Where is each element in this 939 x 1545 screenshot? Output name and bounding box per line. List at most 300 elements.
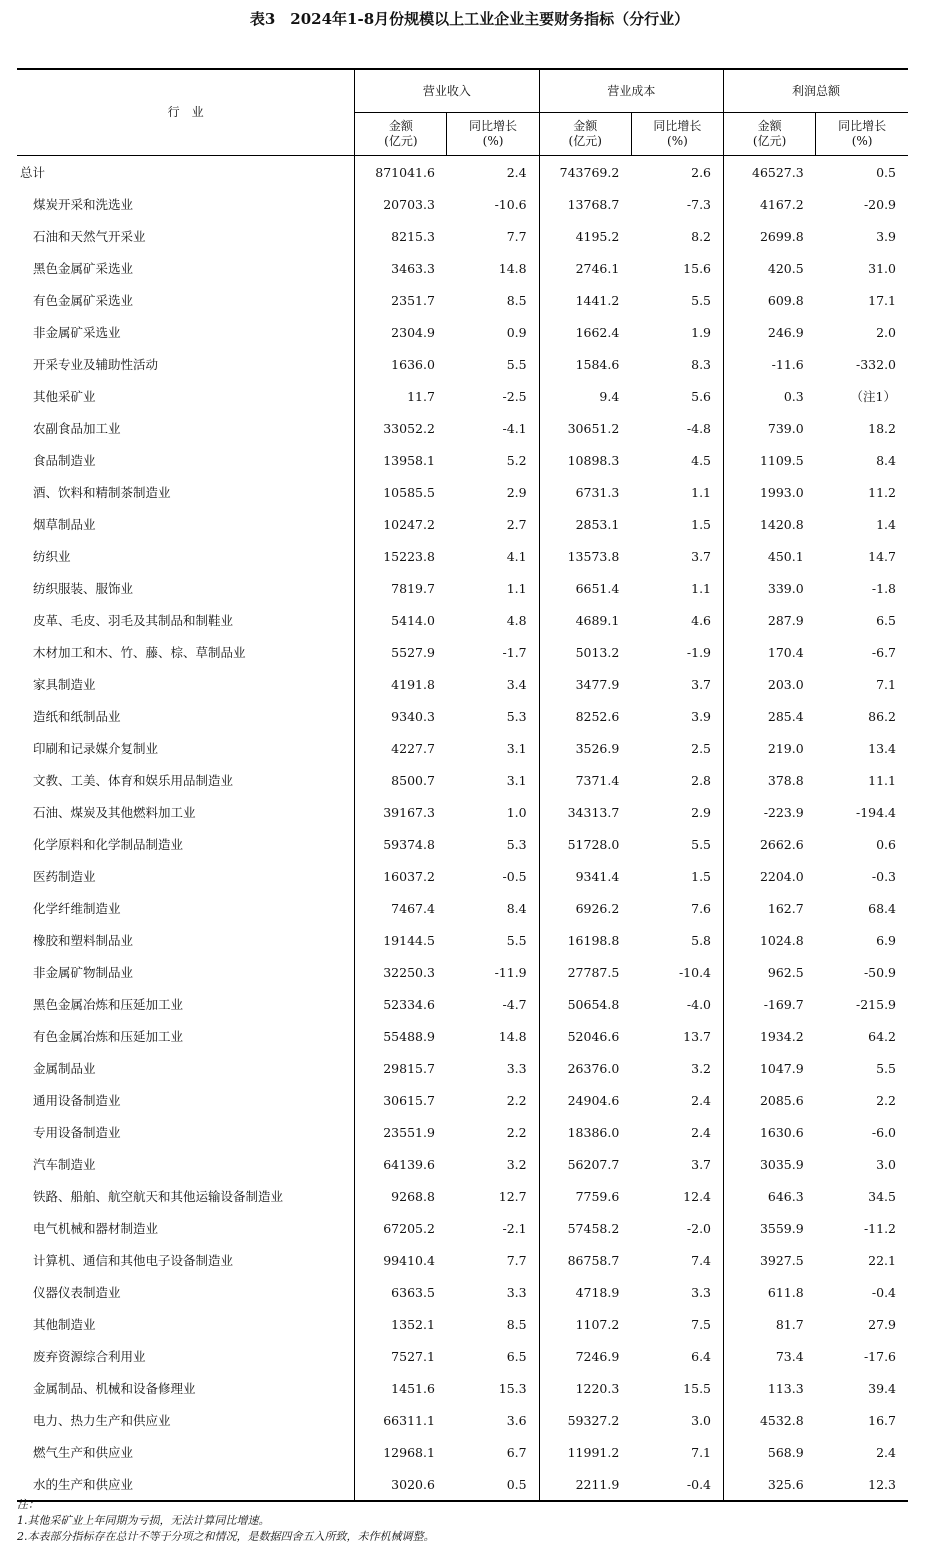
cost-growth: 1.1	[631, 476, 723, 508]
profit-growth: （注1）	[850, 389, 896, 404]
cost-amount: 3526.9	[575, 740, 620, 756]
revenue-amount: 871041.6	[375, 164, 435, 180]
revenue-growth: 5.3	[447, 828, 539, 860]
revenue-growth: 2.2	[447, 1116, 539, 1148]
cost-growth: 8.3	[631, 348, 723, 380]
profit-amount: 611.8	[767, 1284, 804, 1300]
revenue-header: 营业收入	[355, 69, 539, 113]
revenue-amount: 30615.7	[383, 1092, 435, 1108]
table-row	[17, 476, 908, 508]
cost-growth: -2.0	[631, 1212, 723, 1244]
industry-name: 橡胶和塑料制品业	[17, 924, 355, 956]
profit-growth: 6.9	[876, 932, 896, 948]
cost-amount: 27787.5	[567, 964, 620, 980]
table-row	[17, 1212, 908, 1244]
revenue-amount: 59374.8	[383, 836, 435, 852]
profit-amount: 1420.8	[759, 516, 804, 532]
revenue-growth: 0.9	[447, 316, 539, 348]
cost-growth-header: 同比增长 (%)	[631, 113, 723, 156]
revenue-growth: -2.5	[447, 380, 539, 412]
table-row	[17, 828, 908, 860]
cost-header: 营业成本	[539, 69, 723, 113]
profit-amount: -11.6	[771, 356, 804, 372]
industry-name: 电气机械和器材制造业	[17, 1212, 355, 1244]
table-row	[17, 668, 908, 700]
cost-growth: 3.3	[631, 1276, 723, 1308]
revenue-growth: -1.7	[447, 636, 539, 668]
profit-growth: 0.5	[876, 164, 896, 180]
profit-amount: 170.4	[767, 644, 804, 660]
cost-amount: 9.4	[599, 388, 620, 404]
industry-name: 石油、煤炭及其他燃料加工业	[17, 796, 355, 828]
cost-amount: 13768.7	[567, 196, 620, 212]
table-row	[17, 988, 908, 1020]
profit-growth: 11.2	[868, 484, 896, 500]
table-row	[17, 1244, 908, 1276]
profit-amount: -223.9	[763, 804, 804, 820]
revenue-growth: 5.3	[447, 700, 539, 732]
profit-growth: 6.5	[876, 612, 896, 628]
profit-amount-header: 金额 (亿元)	[724, 113, 816, 156]
revenue-amount-header: 金额 (亿元)	[355, 113, 447, 156]
profit-growth: 17.1	[868, 292, 896, 308]
profit-amount: 4532.8	[759, 1412, 804, 1428]
notes-label: 注：	[17, 1498, 39, 1511]
industry-name: 铁路、船舶、航空航天和其他运输设备制造业	[17, 1180, 355, 1212]
cost-amount: 743769.2	[559, 164, 620, 180]
profit-amount: 609.8	[767, 292, 804, 308]
profit-growth: -0.4	[871, 1284, 896, 1300]
profit-amount: 219.0	[767, 740, 804, 756]
profit-growth: 8.4	[876, 452, 896, 468]
profit-amount: 203.0	[767, 676, 804, 692]
table-row	[17, 956, 908, 988]
industry-name: 电力、热力生产和供应业	[17, 1404, 355, 1436]
revenue-amount: 11.7	[407, 388, 435, 404]
cost-amount: 7246.9	[575, 1348, 620, 1364]
profit-growth-header: 同比增长 (%)	[816, 113, 908, 156]
industry-name: 化学原料和化学制品制造业	[17, 828, 355, 860]
table-row	[17, 860, 908, 892]
profit-growth: -194.4	[855, 804, 896, 820]
cost-growth: -1.9	[631, 636, 723, 668]
cost-growth: 3.7	[631, 540, 723, 572]
profit-growth: 18.2	[868, 420, 896, 436]
industry-name: 食品制造业	[17, 444, 355, 476]
revenue-amount: 1352.1	[391, 1316, 435, 1332]
profit-amount: 3559.9	[759, 1220, 804, 1236]
profit-growth: -1.8	[871, 580, 896, 596]
industry-name: 黑色金属冶炼和压延加工业	[17, 988, 355, 1020]
revenue-amount: 67205.2	[383, 1220, 435, 1236]
profit-growth: 14.7	[868, 548, 896, 564]
table-row	[17, 572, 908, 604]
revenue-growth: 15.3	[447, 1372, 539, 1404]
cost-growth: 8.2	[631, 220, 723, 252]
revenue-amount: 9340.3	[391, 708, 435, 724]
cost-amount: 3477.9	[575, 676, 620, 692]
industry-name: 金属制品业	[17, 1052, 355, 1084]
profit-growth: 39.4	[868, 1380, 896, 1396]
cost-growth: 2.9	[631, 796, 723, 828]
cost-amount: 6651.4	[575, 580, 620, 596]
profit-growth: -6.0	[871, 1124, 896, 1140]
revenue-growth: 12.7	[447, 1180, 539, 1212]
profit-growth: -20.9	[863, 196, 896, 212]
cost-amount: 51728.0	[567, 836, 620, 852]
profit-growth: 0.6	[876, 836, 896, 852]
cost-growth: 12.4	[631, 1180, 723, 1212]
revenue-amount: 2304.9	[391, 324, 435, 340]
profit-amount: 739.0	[767, 420, 804, 436]
table-row	[17, 284, 908, 316]
revenue-growth: 14.8	[447, 1020, 539, 1052]
cost-amount: 57458.2	[567, 1220, 620, 1236]
revenue-growth: 2.9	[447, 476, 539, 508]
profit-amount: 81.7	[775, 1316, 804, 1332]
cost-growth: 1.1	[631, 572, 723, 604]
revenue-amount: 55488.9	[383, 1028, 435, 1044]
table-row	[17, 604, 908, 636]
profit-amount: 2085.6	[759, 1092, 804, 1108]
profit-amount: 1047.9	[759, 1060, 804, 1076]
profit-growth: 5.5	[876, 1060, 896, 1076]
profit-amount: 3927.5	[759, 1252, 804, 1268]
cost-amount: 1441.2	[575, 292, 620, 308]
table-row	[17, 636, 908, 668]
industry-name: 水的生产和供应业	[17, 1468, 355, 1501]
financial-indicators-table	[17, 68, 908, 1502]
revenue-amount: 4191.8	[391, 676, 435, 692]
cost-growth: -7.3	[631, 188, 723, 220]
table-row	[17, 444, 908, 476]
industry-name: 农副食品加工业	[17, 412, 355, 444]
cost-amount: 1584.6	[575, 356, 620, 372]
revenue-growth: 5.2	[447, 444, 539, 476]
industry-name: 煤炭开采和洗选业	[17, 188, 355, 220]
industry-name: 汽车制造业	[17, 1148, 355, 1180]
cost-amount: 7371.4	[575, 772, 620, 788]
revenue-amount: 7527.1	[391, 1348, 435, 1364]
table-row	[17, 316, 908, 348]
revenue-growth: -0.5	[447, 860, 539, 892]
profit-amount: 2204.0	[759, 868, 804, 884]
revenue-amount: 15223.8	[383, 548, 435, 564]
revenue-growth: 1.1	[447, 572, 539, 604]
revenue-growth: 8.4	[447, 892, 539, 924]
cost-amount: 7759.6	[575, 1188, 620, 1204]
profit-amount: 2699.8	[759, 228, 804, 244]
cost-amount: 86758.7	[567, 1252, 620, 1268]
profit-amount: 0.3	[783, 388, 804, 404]
revenue-growth: 7.7	[447, 220, 539, 252]
profit-amount: 246.9	[767, 324, 804, 340]
table-title: 表3 2024年1-8月份规模以上工业企业主要财务指标（分行业）	[249, 10, 690, 28]
revenue-amount: 19144.5	[383, 932, 435, 948]
industry-name: 化学纤维制造业	[17, 892, 355, 924]
industry-name: 废弃资源综合利用业	[17, 1340, 355, 1372]
cost-growth: 2.8	[631, 764, 723, 796]
cost-amount: 16198.8	[567, 932, 620, 948]
revenue-amount: 7819.7	[391, 580, 435, 596]
profit-growth: 34.5	[868, 1188, 896, 1204]
profit-amount: 1934.2	[759, 1028, 804, 1044]
profit-amount: 4167.2	[759, 196, 804, 212]
cost-growth: 3.0	[631, 1404, 723, 1436]
notes	[17, 1497, 435, 1545]
cost-growth: 7.4	[631, 1244, 723, 1276]
cost-amount: 4718.9	[575, 1284, 620, 1300]
revenue-growth: -10.6	[447, 188, 539, 220]
profit-growth: 13.4	[868, 740, 896, 756]
note-1: 1.其他采矿业上年同期为亏损，无法计算同比增速。	[17, 1514, 270, 1527]
revenue-amount: 4227.7	[391, 740, 435, 756]
industry-name: 造纸和纸制品业	[17, 700, 355, 732]
profit-amount: 287.9	[767, 612, 804, 628]
note-2: 2.本表部分指标存在总计不等于分项之和情况，是数据四舍五入所致，未作机械调整。	[17, 1530, 435, 1543]
revenue-amount: 66311.1	[383, 1412, 435, 1428]
industry-name: 印刷和记录媒介复制业	[17, 732, 355, 764]
cost-amount: 34313.7	[567, 804, 620, 820]
revenue-growth-header: 同比增长 (%)	[447, 113, 539, 156]
cost-growth: 3.2	[631, 1052, 723, 1084]
revenue-growth: -2.1	[447, 1212, 539, 1244]
revenue-amount: 10247.2	[383, 516, 435, 532]
cost-amount: 4689.1	[575, 612, 620, 628]
table-row	[17, 1148, 908, 1180]
cost-growth: 13.7	[631, 1020, 723, 1052]
table-row	[17, 1180, 908, 1212]
industry-name: 黑色金属矿采选业	[17, 252, 355, 284]
cost-growth: -10.4	[631, 956, 723, 988]
cost-amount: 11991.2	[567, 1444, 620, 1460]
table-row	[17, 1340, 908, 1372]
revenue-growth: 14.8	[447, 252, 539, 284]
cost-amount: 1662.4	[575, 324, 620, 340]
industry-name: 石油和天然气开采业	[17, 220, 355, 252]
profit-growth: 3.9	[876, 228, 896, 244]
profit-amount: 113.3	[767, 1380, 804, 1396]
profit-amount: 162.7	[767, 900, 804, 916]
cost-growth: 1.9	[631, 316, 723, 348]
table-row	[17, 1436, 908, 1468]
table-row	[17, 412, 908, 444]
industry-name: 家具制造业	[17, 668, 355, 700]
table-row	[17, 1020, 908, 1052]
cost-growth: 4.5	[631, 444, 723, 476]
industry-name: 仪器仪表制造业	[17, 1276, 355, 1308]
revenue-amount: 7467.4	[391, 900, 435, 916]
table-row	[17, 924, 908, 956]
table-row	[17, 1116, 908, 1148]
cost-amount: 56207.7	[567, 1156, 620, 1172]
cost-growth: 7.6	[631, 892, 723, 924]
table-row	[17, 380, 908, 412]
profit-amount: 1630.6	[759, 1124, 804, 1140]
industry-name: 纺织业	[17, 540, 355, 572]
revenue-amount: 64139.6	[383, 1156, 435, 1172]
profit-growth: -50.9	[863, 964, 896, 980]
profit-amount: 285.4	[767, 708, 804, 724]
cost-growth: 2.5	[631, 732, 723, 764]
revenue-amount: 10585.5	[383, 484, 435, 500]
revenue-growth: 3.1	[447, 764, 539, 796]
cost-growth: 1.5	[631, 508, 723, 540]
profit-growth: 2.4	[876, 1444, 896, 1460]
cost-growth: -4.8	[631, 412, 723, 444]
industry-name: 开采专业及辅助性活动	[17, 348, 355, 380]
table-row	[17, 732, 908, 764]
profit-amount: 378.8	[767, 772, 804, 788]
profit-growth: 1.4	[876, 516, 896, 532]
revenue-amount: 20703.3	[383, 196, 435, 212]
cost-amount: 6926.2	[575, 900, 620, 916]
cost-amount: 10898.3	[567, 452, 620, 468]
industry-name: 有色金属矿采选业	[17, 284, 355, 316]
revenue-amount: 8215.3	[391, 228, 435, 244]
revenue-amount: 32250.3	[383, 964, 435, 980]
table-row	[17, 1084, 908, 1116]
table-row	[17, 252, 908, 284]
industry-name: 烟草制品业	[17, 508, 355, 540]
profit-growth: 68.4	[868, 900, 896, 916]
revenue-growth: -4.1	[447, 412, 539, 444]
industry-name: 文教、工美、体育和娱乐用品制造业	[17, 764, 355, 796]
revenue-growth: 5.5	[447, 924, 539, 956]
cost-growth: 5.5	[631, 828, 723, 860]
cost-growth: 7.5	[631, 1308, 723, 1340]
cost-growth: 3.9	[631, 700, 723, 732]
profit-amount: 2662.6	[759, 836, 804, 852]
industry-name: 皮革、毛皮、羽毛及其制品和制鞋业	[17, 604, 355, 636]
cost-amount: 1107.2	[575, 1316, 620, 1332]
cost-amount: 52046.6	[567, 1028, 620, 1044]
profit-growth: 86.2	[868, 708, 896, 724]
profit-growth: 64.2	[868, 1028, 896, 1044]
industry-name: 燃气生产和供应业	[17, 1436, 355, 1468]
cost-growth: 7.1	[631, 1436, 723, 1468]
cost-amount: 26376.0	[567, 1060, 620, 1076]
revenue-amount: 23551.9	[383, 1124, 435, 1140]
revenue-amount: 3463.3	[391, 260, 435, 276]
revenue-amount: 1636.0	[391, 356, 435, 372]
industry-name: 金属制品、机械和设备修理业	[17, 1372, 355, 1404]
revenue-growth: 3.1	[447, 732, 539, 764]
cost-amount: 6731.3	[575, 484, 620, 500]
cost-growth: 2.6	[631, 156, 723, 189]
table-row	[17, 188, 908, 220]
industry-name: 其他采矿业	[17, 380, 355, 412]
revenue-growth: 6.5	[447, 1340, 539, 1372]
cost-amount-header: 金额 (亿元)	[539, 113, 631, 156]
profit-growth: -6.7	[871, 644, 896, 660]
profit-growth: 27.9	[868, 1316, 896, 1332]
revenue-growth: 0.5	[447, 1468, 539, 1501]
profit-amount: 1109.5	[759, 452, 804, 468]
table-row	[17, 348, 908, 380]
revenue-amount: 5414.0	[391, 612, 435, 628]
revenue-amount: 99410.4	[383, 1252, 435, 1268]
revenue-growth: 2.7	[447, 508, 539, 540]
cost-growth: 15.5	[631, 1372, 723, 1404]
profit-growth: -332.0	[855, 356, 896, 372]
profit-growth: 12.3	[816, 1468, 908, 1501]
cost-growth: 5.8	[631, 924, 723, 956]
cost-growth: 1.5	[631, 860, 723, 892]
profit-amount: 568.9	[767, 1444, 804, 1460]
revenue-growth: 3.4	[447, 668, 539, 700]
table-row	[17, 1052, 908, 1084]
revenue-growth: 3.6	[447, 1404, 539, 1436]
table-row	[17, 892, 908, 924]
cost-amount: 13573.8	[567, 548, 620, 564]
industry-name: 医药制造业	[17, 860, 355, 892]
revenue-amount: 3020.6	[355, 1468, 447, 1501]
cost-amount: 8252.6	[575, 708, 620, 724]
revenue-amount: 16037.2	[383, 868, 435, 884]
profit-amount: 3035.9	[759, 1156, 804, 1172]
revenue-growth: 1.0	[447, 796, 539, 828]
revenue-growth: 4.1	[447, 540, 539, 572]
cost-amount: 9341.4	[575, 868, 620, 884]
revenue-growth: 3.2	[447, 1148, 539, 1180]
profit-growth: 2.0	[876, 324, 896, 340]
profit-growth: 22.1	[868, 1252, 896, 1268]
profit-amount: 420.5	[767, 260, 804, 276]
industry-name: 非金属矿物制品业	[17, 956, 355, 988]
cost-amount: 59327.2	[567, 1412, 620, 1428]
revenue-growth: 3.3	[447, 1052, 539, 1084]
industry-name: 计算机、通信和其他电子设备制造业	[17, 1244, 355, 1276]
profit-amount: 73.4	[775, 1348, 804, 1364]
revenue-growth: 6.7	[447, 1436, 539, 1468]
cost-amount: 4195.2	[575, 228, 620, 244]
revenue-amount: 39167.3	[383, 804, 435, 820]
revenue-amount: 6363.5	[391, 1284, 435, 1300]
revenue-amount: 2351.7	[391, 292, 435, 308]
profit-growth: 7.1	[876, 676, 896, 692]
cost-growth: 2.4	[631, 1116, 723, 1148]
industry-name: 酒、饮料和精制茶制造业	[17, 476, 355, 508]
table-row	[17, 220, 908, 252]
cost-growth: 5.6	[631, 380, 723, 412]
profit-amount: 339.0	[767, 580, 804, 596]
table-row	[17, 540, 908, 572]
industry-name: 纺织服装、服饰业	[17, 572, 355, 604]
revenue-growth: 2.2	[447, 1084, 539, 1116]
revenue-growth: 8.5	[447, 284, 539, 316]
table-row	[17, 1404, 908, 1436]
cost-growth: 6.4	[631, 1340, 723, 1372]
revenue-amount: 9268.8	[391, 1188, 435, 1204]
revenue-growth: 2.4	[447, 156, 539, 189]
cost-amount: 2853.1	[575, 516, 620, 532]
industry-name: 专用设备制造业	[17, 1116, 355, 1148]
profit-growth: 16.7	[868, 1412, 896, 1428]
cost-amount: 24904.6	[567, 1092, 620, 1108]
revenue-amount: 52334.6	[383, 996, 435, 1012]
profit-header: 利润总额	[724, 69, 908, 113]
profit-amount: -169.7	[763, 996, 804, 1012]
profit-growth: 11.1	[868, 772, 896, 788]
profit-growth: 2.2	[876, 1092, 896, 1108]
revenue-amount: 12968.1	[383, 1444, 435, 1460]
revenue-amount: 29815.7	[383, 1060, 435, 1076]
cost-amount: 50654.8	[567, 996, 620, 1012]
revenue-amount: 13958.1	[383, 452, 435, 468]
cost-growth: -4.0	[631, 988, 723, 1020]
cost-growth: 3.7	[631, 1148, 723, 1180]
